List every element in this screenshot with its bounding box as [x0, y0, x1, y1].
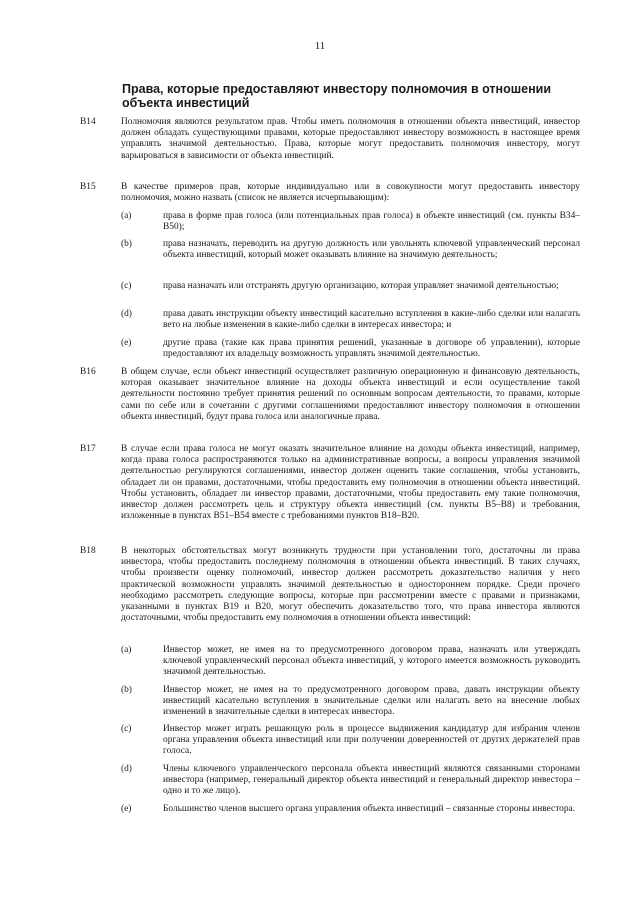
paragraph-number: B17 — [80, 444, 96, 454]
list-item-label: (d) — [121, 764, 132, 774]
list-item-label: (b) — [121, 685, 132, 695]
paragraph-text: В общем случае, если объект инвестиций осуществляет различную операционную и финансовую деятельность, которая оказывает значительное влияние на доходы объекта инвестиций и если осуществление такой деятельности постоянно требует принятия решений по основным вопросам деятельности, то правами, которые сами по себе или в сочетании с другими соглашениями предоставляют инвестору полномочия в отношении объекта инвестиций, будут права голоса или аналогичные права. — [121, 367, 580, 422]
paragraph-text: Полномочия являются результатом прав. Чтобы иметь полномочия в отношении объекта инвестиций, инвестор должен обладать существующими правами, которые предоставляют инвестору возможность в настоящее время управлять значимой деятельностью. Права, которые могут предоставить полномочия инвестору, могут варьироваться в зависимости от объекта инвестиций. — [121, 117, 580, 161]
paragraph-b14 — [80, 117, 580, 162]
list-item-label: (e) — [121, 804, 132, 814]
list-item-text: Члены ключевого управленческого персонала объекта инвестиций являются связанными сторонами инвестора (например, генеральный директор объекта инвестиций и генеральный директор инвестора – одно и то же лицо). — [163, 764, 580, 797]
list-item — [121, 309, 580, 331]
section-heading: Права, которые предоставляют инвестору полномочия в отношении объекта инвестиций — [122, 82, 552, 110]
list-item-text: права давать инструкции объекту инвестиций касательно вступления в какие-либо сделки или налагать вето на любые изменения в какие-либо сделки в интересах инвестора; и — [163, 309, 580, 331]
paragraph-b16 — [80, 367, 580, 423]
paragraph-number: B15 — [80, 182, 96, 192]
list-item-text: Инвестор может, не имея на то предусмотренного договором права, назначать или утверждать ключевой управленческий персонал объекта инвестиций, у которого имеется возможность руководить значимой деятельностью. — [163, 645, 580, 678]
list-item-text: права назначать или отстранять другую организацию, которая управляет значимой деятельностью; — [163, 281, 559, 291]
paragraph-text: В случае если права голоса не могут оказать значительное влияние на доходы объекта инвестиций, например, когда права голоса распространяются только на административные вопросы, а вопросы управления значимой деятельностью регулируются соглашениями, инвестор должен оценить такие соглашения, чтобы установить, обладает ли он правами, достаточными, чтобы предоставить ему полномочия в отношении объекта инвестиций. Чтобы установить, обладает ли инвестор правами, достаточными, чтобы предоставить ему такие полномочия, инвестор должен рассмотреть цель и структуру объекта инвестиций (см. пункты B5–B8) и требования, изложенные в пунктах B51–B54 вместе с требованиями пунктов B18–B20. — [121, 444, 580, 522]
list-item-label: (e) — [121, 338, 132, 348]
list-item — [121, 211, 580, 233]
list-item-label: (d) — [121, 309, 132, 319]
list-item-text: права назначать, переводить на другую должность или увольнять ключевой управленческий персонал объекта инвестиций, который может оказывать влияние на значимую деятельность; — [163, 239, 580, 261]
paragraph-b17 — [80, 444, 580, 522]
list-item-text: права в форме прав голоса (или потенциальных прав голоса) в объекте инвестиций (см. пункты B34–B50); — [163, 211, 580, 233]
page-number: 11 — [314, 40, 326, 52]
list-item-label: (c) — [121, 724, 132, 734]
paragraph-number: B16 — [80, 367, 96, 377]
list-item-label: (a) — [121, 211, 132, 221]
list-item-text: Инвестор может играть решающую роль в процессе выдвижения кандидатур для избрания членов органа управления объекта инвестиций или при получении доверенностей от других держателей прав голоса. — [163, 724, 580, 757]
list-item — [121, 724, 580, 758]
list-item — [121, 645, 580, 679]
list-item-label: (c) — [121, 281, 132, 291]
list-item-text: Инвестор может, не имея на то предусмотренного договором права, давать инструкции объекту инвестиций касательно вступления в значительные сделки или налагать вето на внесение любых изменений в значительные сделки в интересах инвестора. — [163, 685, 580, 718]
paragraph-number: B14 — [80, 117, 96, 127]
paragraph-text: В некоторых обстоятельствах могут возникнуть трудности при установлении того, достаточны ли права инвестора, чтобы предоставить последнему полномочия в отношении объекта инвестиций. В таких случаях, чтобы произвести оценку полномочий, инвестор должен рассмотреть доказательство наличия у него практической возможности управлять значимой деятельностью в одностороннем порядке. Среди прочего необходимо рассмотреть следующие вопросы, которые при рассмотрении вместе с правами и признаками, указанными в пунктах B19 и B20, могут обеспечить доказательство того, что права инвестора являются достаточными, чтобы предоставить ему полномочия в отношении объекта инвестиций: — [121, 546, 580, 624]
list-item — [121, 804, 580, 815]
paragraph-b15 — [80, 182, 580, 204]
paragraph-text: В качестве примеров прав, которые индивидуально или в совокупности могут предоставить инвестору полномочия, можно назвать (список не является исчерпывающим): — [121, 182, 580, 204]
paragraph-number: B18 — [80, 546, 96, 556]
list-item-text: Большинство членов высшего органа управления объекта инвестиций – связанные стороны инвестора. — [163, 804, 576, 814]
list-item-label: (b) — [121, 239, 132, 249]
list-item — [121, 239, 580, 261]
paragraph-b18 — [80, 546, 580, 624]
list-item — [121, 685, 580, 719]
list-item — [121, 338, 580, 360]
list-item — [121, 281, 580, 292]
list-item-label: (a) — [121, 645, 132, 655]
list-item-text: другие права (такие как права принятия решений, указанные в договоре об управлении), которые предоставляют их владельцу возможность управлять значимой деятельностью. — [163, 338, 580, 360]
list-item — [121, 764, 580, 798]
